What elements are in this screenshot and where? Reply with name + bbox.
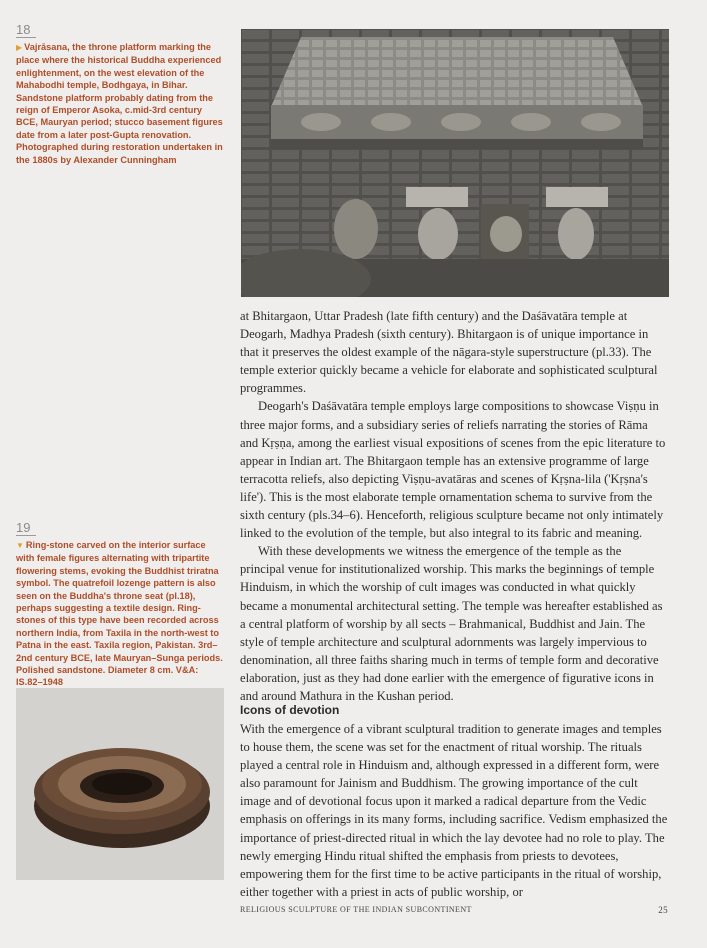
page-footer	[240, 905, 668, 914]
caption-18	[16, 22, 226, 166]
caption-text: Vajrāsana, the throne platform marking the place where the historical Buddha experienced enlightenment, on the west elevation of the Mahabodhi temple, Bodhgaya, in Bihar. Sandstone platform probably dating from the reign of Emperor Asoka, c.mid-3rd century BCE, Mauryan period; stucco basement figures date from a later post-Gupta renovation. Photographed during restoration undertaken in the 1880s by Alexander Cunningham	[16, 42, 223, 165]
running-title: RELIGIOUS SCULPTURE OF THE INDIAN SUBCONTINENT	[240, 905, 472, 914]
page-number: 25	[658, 905, 668, 915]
body-text	[240, 307, 668, 705]
caption-text: Ring-stone carved on the interior surface with female figures alternating with tripartite flowering stems, evoking the Buddhist triratna symbol. The quatrefoil lozenge pattern is also seen on the Buddha's throne seat (pl.18), perhaps suggesting a textile design. Ring-stones of this type have been recorded across northern India, from Taxila in the north-west to Patna in the east. Taxila region, Pakistan. 3rd–2nd century BCE, late Mauryan–Sunga periods. Polished sandstone. Diameter 8 cm. V&A: IS.82–1948	[16, 540, 223, 688]
paragraph: With the emergence of a vibrant sculptural tradition to generate images and temples to house them, the scene was set for the enactment of ritual worship. The rituals played a central role in Hinduism and, although expressed in a different form, were also paramount for Jainism and Buddhism. The growing importance of the cult image and of devotional focus upon it marked a radical departure from the Vedic emphasis on offerings in its many forms, including sacrifice. Vedism emphasized the importance of priest-directed ritual in which the lay devotee had no role to play. The newly emerging Hindu ritual shifted the emphasis from priests to devotees, empowering them for the first time to be active participants in the ritual of worship, either together with a priest in acts of public worship, or	[240, 722, 668, 899]
vajrasana-image	[241, 29, 669, 297]
paragraph: at Bhitargaon, Uttar Pradesh (late fifth century) and the Daśāvatāra temple at Deogarh, Madhya Pradesh (sixth century). Bhitargaon is of unique importance in that it preserves the oldest example of the nāgara-style superstructure (pl.33). The temple exterior quickly became a vehicle for elaborate and sophisticated sculptural programmes.	[240, 309, 658, 396]
section-body	[240, 720, 668, 901]
ring-stone-photo	[16, 688, 224, 880]
ring-stone-image	[16, 688, 224, 880]
triangle-right-icon: ▶	[16, 43, 23, 52]
triangle-down-icon: ▼	[16, 541, 24, 550]
caption-number: 19	[16, 520, 36, 536]
section-heading: Icons of devotion	[240, 703, 340, 717]
caption-number: 18	[16, 22, 36, 38]
paragraph: Deogarh's Daśāvatāra temple employs large compositions to showcase Viṣṇu in three major forms, and a subsidiary series of reliefs narrating the stories of Rāma and Kṛṣṇa, among the earliest visual expositions of scenes from the epic literature to appear in Indian art. The Bhitargaon temple has an extensive programme of large terracotta reliefs, also depicting Viṣṇu-avatāras and scenes of Kṛṣna-lila ('Kṛṣna's life'). This is the most elaborate temple ornamentation schema to survive from the sixth century (pls.34–6). Henceforth, religious sculpture became not only intimately linked to the evolution of the temple, but also integral to its fabric and meaning.	[240, 399, 666, 541]
paragraph: With these developments we witness the emergence of the temple as the principal venue for institutionalized worship. This marks the beginnings of temple Hinduism, in which the worship of cult images was conducted in what quickly became a monumental architectural setting. The temple was hereafter established as a central platform of worship by all sects – Brahmanical, Buddhist and Jain. The style of temple architecture and sculptural adornments was largely impervious to denomination, all three faiths sharing much in terms of temple form and decorative elaboration, just as they had done earlier with the emergence of figurative icons in and around Mathura in the Kushan period.	[240, 544, 663, 703]
vajrasana-photo	[241, 29, 669, 297]
caption-19	[16, 520, 226, 689]
